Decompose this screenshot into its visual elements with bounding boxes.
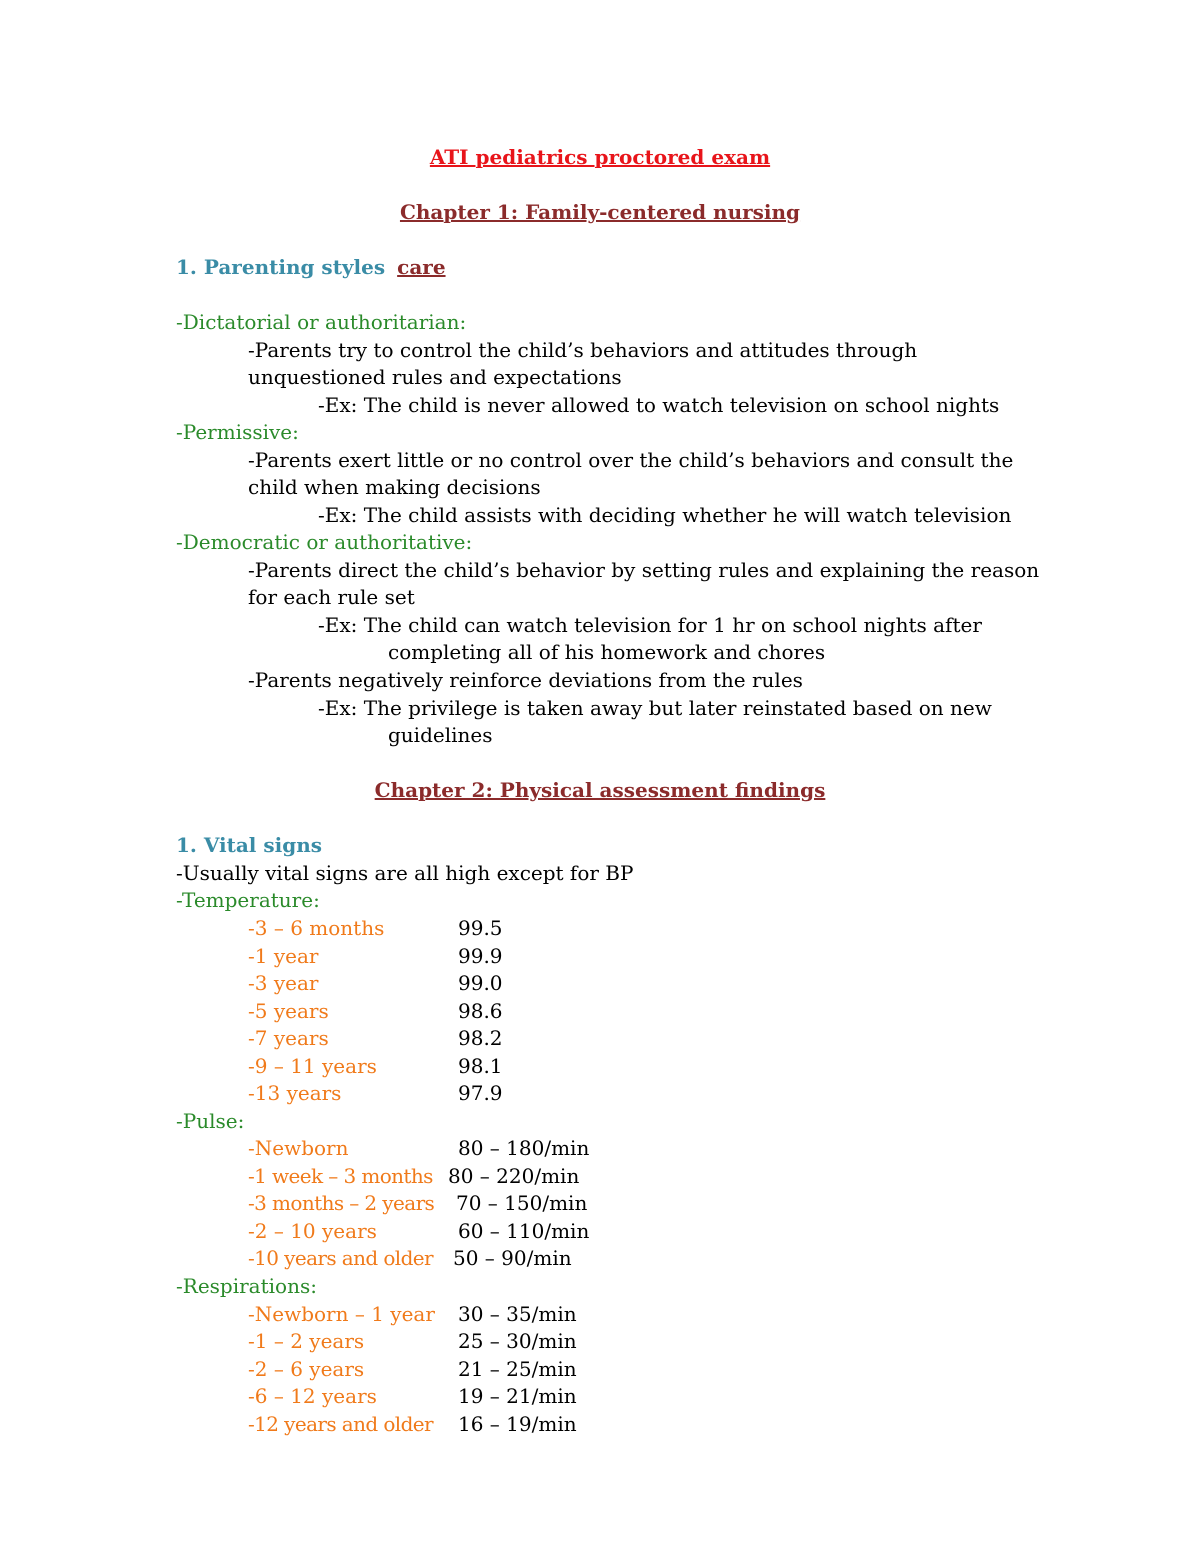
style-name: -Democratic or authoritative: (176, 530, 473, 554)
temperature-value: 99.5 (458, 916, 503, 940)
document-title: ATI pediatrics proctored exam (429, 145, 771, 169)
temperature-age: -1 year (248, 944, 319, 968)
temperature-age: -7 years (248, 1026, 329, 1050)
style-description: -Parents direct the child’s behavior by setting rules and explaining the reason (248, 558, 1040, 582)
style-description: -Parents try to control the child’s behaviors and attitudes through (248, 338, 918, 362)
section-title: Parenting styles (203, 255, 386, 279)
temperature-age: -13 years (248, 1081, 342, 1105)
pulse-value: 80 – 180/min (458, 1136, 590, 1160)
chapter1-heading: Chapter 1: Family-centered nursing (399, 200, 801, 224)
style-example: -Ex: The privilege is taken away but later reinstated based on new (318, 696, 992, 720)
section-number: 1. (176, 833, 204, 857)
temperature-value: 98.6 (458, 999, 503, 1023)
style-description: unquestioned rules and expectations (248, 365, 622, 389)
respirations-age: -1 – 2 years (248, 1329, 365, 1353)
style-example: -Ex: The child can watch television for 1 hr on school nights after (318, 613, 982, 637)
respirations-value: 30 – 35/min (458, 1302, 577, 1326)
temperature-value: 99.9 (458, 944, 503, 968)
style-example: guidelines (388, 723, 493, 747)
style-example: -Ex: The child assists with deciding whether he will watch television (318, 503, 1012, 527)
chapter2-heading: Chapter 2: Physical assessment findings (374, 778, 826, 802)
style-example: -Ex: The child is never allowed to watch television on school nights (318, 393, 1000, 417)
style-description: -Parents exert little or no control over the child’s behaviors and consult the (248, 448, 1014, 472)
respirations-value: 21 – 25/min (458, 1357, 577, 1381)
vital-signs-note: -Usually vital signs are all high except for BP (176, 861, 634, 885)
pulse-age: -Newborn (248, 1136, 349, 1160)
temperature-age: -5 years (248, 999, 329, 1023)
respirations-age: -Newborn – 1 year (248, 1302, 435, 1326)
section-number: 1. (176, 255, 204, 279)
temperature-value: 98.2 (458, 1026, 503, 1050)
temperature-label: -Temperature: (176, 888, 320, 912)
pulse-value: 70 – 150/min (456, 1191, 588, 1215)
section-title: Vital signs (203, 833, 323, 857)
temperature-value: 98.1 (458, 1054, 503, 1078)
style-description: for each rule set (248, 585, 415, 609)
respirations-value: 16 – 19/min (458, 1412, 577, 1436)
respirations-age: -6 – 12 years (248, 1384, 377, 1408)
temperature-age: -3 year (248, 971, 319, 995)
respirations-age: -12 years and older (248, 1412, 434, 1436)
chapter1-section-heading (176, 254, 446, 280)
pulse-value: 50 – 90/min (453, 1246, 572, 1270)
temperature-age: -3 – 6 months (248, 916, 385, 940)
section-extra-label: care (397, 255, 446, 279)
pulse-age: -2 – 10 years (248, 1219, 377, 1243)
pulse-value: 80 – 220/min (448, 1164, 580, 1188)
style-example: completing all of his homework and chores (388, 640, 826, 664)
style-name: -Permissive: (176, 420, 299, 444)
pulse-value: 60 – 110/min (458, 1219, 590, 1243)
pulse-age: -3 months – 2 years (248, 1191, 435, 1215)
respirations-value: 25 – 30/min (458, 1329, 577, 1353)
style-description: child when making decisions (248, 475, 541, 499)
respirations-label: -Respirations: (176, 1274, 317, 1298)
respirations-value: 19 – 21/min (458, 1384, 577, 1408)
respirations-age: -2 – 6 years (248, 1357, 365, 1381)
chapter2-section-heading (176, 832, 322, 858)
temperature-value: 99.0 (458, 971, 503, 995)
pulse-age: -1 week – 3 months (248, 1164, 433, 1188)
pulse-age: -10 years and older (248, 1246, 434, 1270)
style-description: -Parents negatively reinforce deviations from the rules (248, 668, 803, 692)
temperature-age: -9 – 11 years (248, 1054, 377, 1078)
temperature-value: 97.9 (458, 1081, 503, 1105)
pulse-label: -Pulse: (176, 1109, 245, 1133)
style-name: -Dictatorial or authoritarian: (176, 310, 467, 334)
